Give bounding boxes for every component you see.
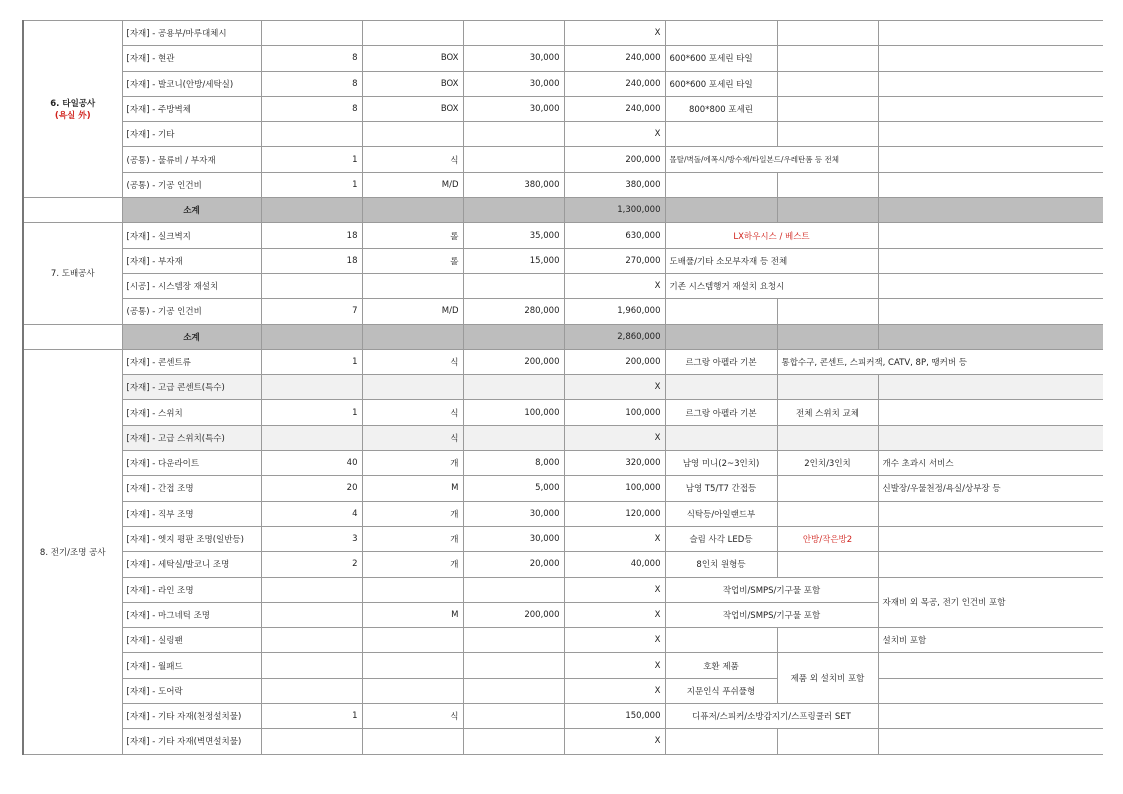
qty-cell: [261, 425, 362, 450]
note-cell: [777, 299, 878, 324]
unit-cell: M: [362, 602, 463, 627]
category-cell: [23, 349, 122, 754]
item-cell: [자재] - 고급 콘센트(특수): [122, 375, 261, 400]
qty-cell: 7: [261, 299, 362, 324]
total-cell: 100,000: [564, 400, 665, 425]
price-cell: [463, 577, 564, 602]
note-cell: [777, 375, 878, 400]
subtotal-value: 1,300,000: [564, 198, 665, 223]
subtotal-value: 2,860,000: [564, 324, 665, 349]
item-cell: [자재] - 실링팬: [122, 628, 261, 653]
item-cell: [자재] - 주방벽체: [122, 96, 261, 121]
note-cell: 남영 T5/T7 간접등: [665, 476, 777, 501]
note-cell: 르그랑 아펠라 기본: [665, 400, 777, 425]
price-cell: 30,000: [463, 526, 564, 551]
note-cell: [878, 425, 1103, 450]
unit-cell: M/D: [362, 299, 463, 324]
note-cell: 8인치 원형등: [665, 552, 777, 577]
unit-cell: 개: [362, 451, 463, 476]
price-cell: [463, 375, 564, 400]
note-cell: 600*600 포세린 타일: [665, 46, 777, 71]
qty-cell: 18: [261, 223, 362, 248]
price-cell: [463, 729, 564, 754]
unit-cell: 개: [362, 501, 463, 526]
table-row: [23, 552, 1103, 577]
item-cell: [자재] - 실크벽지: [122, 223, 261, 248]
table-row: [23, 628, 1103, 653]
table-row: [23, 71, 1103, 96]
qty-cell: 8: [261, 71, 362, 96]
price-cell: [463, 273, 564, 298]
note-cell: [878, 96, 1103, 121]
note-cell: [878, 299, 1103, 324]
total-cell: X: [564, 628, 665, 653]
qty-cell: [261, 375, 362, 400]
note-cell: 800*800 포세린: [665, 96, 777, 121]
note-cell: [878, 552, 1103, 577]
qty-cell: 8: [261, 96, 362, 121]
qty-cell: [261, 122, 362, 147]
item-cell: [자재] - 기타 자재(벽면설치물): [122, 729, 261, 754]
unit-cell: 개: [362, 526, 463, 551]
total-cell: 240,000: [564, 71, 665, 96]
note-cell: 르그랑 아펠라 기본: [665, 349, 777, 374]
total-cell: X: [564, 526, 665, 551]
note-cell: [665, 375, 777, 400]
total-cell: 150,000: [564, 704, 665, 729]
note-cell: [878, 223, 1103, 248]
item-cell: [자재] - 세탁실/발코니 조명: [122, 552, 261, 577]
table-row: [23, 704, 1103, 729]
price-cell: [463, 704, 564, 729]
item-cell: [자재] - 엣지 평판 조명(일반등): [122, 526, 261, 551]
note-cell: [777, 71, 878, 96]
unit-cell: M/D: [362, 172, 463, 197]
total-cell: X: [564, 375, 665, 400]
note-cell: 전체 스위치 교체: [777, 400, 878, 425]
item-cell: [자재] - 도어락: [122, 678, 261, 703]
item-cell: [자재] - 스위치: [122, 400, 261, 425]
note-cell: [665, 172, 777, 197]
total-cell: 200,000: [564, 349, 665, 374]
note-cell: [777, 46, 878, 71]
note-cell: 안방/작은방2: [777, 526, 878, 551]
note-cell: [777, 425, 878, 450]
empty-cell: [878, 198, 1103, 223]
item-cell: (공통) - 기공 인건비: [122, 172, 261, 197]
item-cell: [자재] - 기타 자재(천정설치물): [122, 704, 261, 729]
category-cell: [23, 223, 122, 324]
qty-cell: [261, 21, 362, 46]
subtotal-row: [23, 324, 1103, 349]
total-cell: 270,000: [564, 248, 665, 273]
note-cell: [665, 299, 777, 324]
qty-cell: 1: [261, 349, 362, 374]
qty-cell: 1: [261, 147, 362, 172]
empty-cell: [665, 324, 777, 349]
note-cell: 슬림 사각 LED등: [665, 526, 777, 551]
note-cell: 제품 외 설치비 포함: [777, 653, 878, 704]
estimate-sheet: [22, 20, 1103, 794]
table-row: [23, 729, 1103, 754]
unit-cell: [362, 628, 463, 653]
total-cell: 200,000: [564, 147, 665, 172]
table-row: [23, 476, 1103, 501]
note-cell: [777, 501, 878, 526]
table-row: [23, 147, 1103, 172]
qty-cell: 8: [261, 46, 362, 71]
table-row: [23, 223, 1103, 248]
price-cell: [463, 653, 564, 678]
qty-cell: 2: [261, 552, 362, 577]
item-cell: [자재] - 다운라이트: [122, 451, 261, 476]
note-cell: 작업비/SMPS/기구물 포함: [665, 602, 878, 627]
price-cell: 15,000: [463, 248, 564, 273]
price-cell: 200,000: [463, 602, 564, 627]
unit-cell: BOX: [362, 46, 463, 71]
price-cell: 100,000: [463, 400, 564, 425]
price-cell: [463, 628, 564, 653]
item-cell: [자재] - 간접 조명: [122, 476, 261, 501]
empty-cell: [777, 324, 878, 349]
qty-cell: [261, 628, 362, 653]
estimate-table: [22, 20, 1103, 755]
qty-cell: 3: [261, 526, 362, 551]
total-cell: 120,000: [564, 501, 665, 526]
total-cell: 630,000: [564, 223, 665, 248]
note-cell: [665, 729, 777, 754]
note-cell: 600*600 포세린 타일: [665, 71, 777, 96]
empty-cell: [665, 198, 777, 223]
price-cell: [463, 21, 564, 46]
unit-cell: 식: [362, 425, 463, 450]
note-cell: [665, 21, 777, 46]
unit-cell: [362, 653, 463, 678]
note-cell: 기존 시스템행거 재설치 요청시: [665, 273, 878, 298]
price-cell: 280,000: [463, 299, 564, 324]
category-cell: [23, 324, 122, 349]
item-cell: [자재] - 마그네틱 조명: [122, 602, 261, 627]
unit-cell: [362, 122, 463, 147]
unit-cell: [362, 21, 463, 46]
unit-cell: 식: [362, 400, 463, 425]
item-cell: [자재] - 부자재: [122, 248, 261, 273]
note-cell: [878, 46, 1103, 71]
total-cell: X: [564, 678, 665, 703]
note-cell: [777, 21, 878, 46]
note-cell: [878, 122, 1103, 147]
subtotal-row: [23, 198, 1103, 223]
note-cell: [777, 476, 878, 501]
price-cell: 5,000: [463, 476, 564, 501]
item-cell: [자재] - 라인 조명: [122, 577, 261, 602]
note-cell: [878, 653, 1103, 678]
price-cell: 30,000: [463, 96, 564, 121]
total-cell: X: [564, 602, 665, 627]
unit-cell: [362, 729, 463, 754]
empty-cell: [362, 198, 463, 223]
note-cell: [878, 678, 1103, 703]
total-cell: 320,000: [564, 451, 665, 476]
price-cell: 380,000: [463, 172, 564, 197]
note-cell: [665, 628, 777, 653]
unit-cell: 식: [362, 147, 463, 172]
item-cell: [자재] - 콘센트류: [122, 349, 261, 374]
total-cell: 40,000: [564, 552, 665, 577]
qty-cell: 4: [261, 501, 362, 526]
price-cell: 20,000: [463, 552, 564, 577]
total-cell: 380,000: [564, 172, 665, 197]
unit-cell: 식: [362, 704, 463, 729]
note-cell: [878, 172, 1103, 197]
unit-cell: BOX: [362, 71, 463, 96]
empty-cell: [463, 198, 564, 223]
price-cell: 35,000: [463, 223, 564, 248]
note-cell: [777, 96, 878, 121]
item-cell: (공통) - 기공 인건비: [122, 299, 261, 324]
category-cell: [23, 198, 122, 223]
note-cell: [878, 400, 1103, 425]
unit-cell: [362, 375, 463, 400]
category-label: 7. 도배공사: [50, 269, 95, 280]
total-cell: X: [564, 577, 665, 602]
note-cell: [878, 704, 1103, 729]
note-cell: 남영 미니(2~3인치): [665, 451, 777, 476]
note-cell: 작업비/SMPS/기구물 포함: [665, 577, 878, 602]
table-row: [23, 501, 1103, 526]
table-row: [23, 678, 1103, 703]
note-cell: [878, 729, 1103, 754]
empty-cell: [878, 324, 1103, 349]
table-row: [23, 96, 1103, 121]
price-cell: 30,000: [463, 71, 564, 96]
subtotal-label: 소계: [122, 198, 261, 223]
note-cell: 도배풀/기타 소모부자재 등 전체: [665, 248, 878, 273]
qty-cell: [261, 653, 362, 678]
qty-cell: 1: [261, 704, 362, 729]
total-cell: X: [564, 653, 665, 678]
item-cell: [자재] - 고급 스위치(특수): [122, 425, 261, 450]
category-label: 6. 타일공사: [50, 99, 96, 110]
unit-cell: BOX: [362, 96, 463, 121]
qty-cell: 40: [261, 451, 362, 476]
price-cell: [463, 147, 564, 172]
item-cell: [자재] - 발코니(안방/세탁실): [122, 71, 261, 96]
note-cell: [777, 552, 878, 577]
category-note: (욕실 外): [54, 111, 91, 122]
total-cell: 240,000: [564, 46, 665, 71]
subtotal-label: 소계: [122, 324, 261, 349]
unit-cell: 롤: [362, 248, 463, 273]
category-label: 8. 전기/조명 공사: [39, 547, 106, 558]
note-cell: [777, 729, 878, 754]
qty-cell: 18: [261, 248, 362, 273]
item-cell: [시공] - 시스템장 재설치: [122, 273, 261, 298]
price-cell: 30,000: [463, 501, 564, 526]
qty-cell: 1: [261, 400, 362, 425]
unit-cell: [362, 273, 463, 298]
note-cell: [878, 71, 1103, 96]
price-cell: 8,000: [463, 451, 564, 476]
total-cell: 100,000: [564, 476, 665, 501]
note-cell: 지문인식 푸쉬풀형: [665, 678, 777, 703]
table-row: [23, 653, 1103, 678]
note-cell: 2인치/3인치: [777, 451, 878, 476]
note-cell: [878, 147, 1103, 172]
note-cell: 식탁등/아일랜드부: [665, 501, 777, 526]
note-cell: LX하우시스 / 베스트: [665, 223, 878, 248]
empty-cell: [463, 324, 564, 349]
item-cell: (공통) - 물류비 / 부자재: [122, 147, 261, 172]
note-cell: [777, 122, 878, 147]
note-cell: 설치비 포함: [878, 628, 1103, 653]
note-cell: 통합수구, 콘센트, 스피커잭, CATV, 8P, 땡커버 등: [777, 349, 1103, 374]
table-row: [23, 375, 1103, 400]
unit-cell: [362, 577, 463, 602]
qty-cell: [261, 602, 362, 627]
item-cell: [자재] - 공용부/마루대체시: [122, 21, 261, 46]
price-cell: 30,000: [463, 46, 564, 71]
table-row: [23, 451, 1103, 476]
empty-cell: [777, 198, 878, 223]
unit-cell: M: [362, 476, 463, 501]
qty-cell: 20: [261, 476, 362, 501]
note-cell: [878, 248, 1103, 273]
category-cell: [23, 21, 122, 198]
empty-cell: [362, 324, 463, 349]
table-row: [23, 21, 1103, 46]
qty-cell: [261, 678, 362, 703]
note-cell: [665, 122, 777, 147]
table-row: [23, 248, 1103, 273]
note-cell: 디퓨저/스피커/소방감지기/스프링쿨러 SET: [665, 704, 878, 729]
qty-cell: [261, 273, 362, 298]
table-row: [23, 349, 1103, 374]
total-cell: X: [564, 122, 665, 147]
total-cell: X: [564, 273, 665, 298]
table-row: [23, 577, 1103, 602]
note-cell: [878, 375, 1103, 400]
table-row: [23, 273, 1103, 298]
total-cell: X: [564, 425, 665, 450]
empty-cell: [261, 324, 362, 349]
total-cell: 1,960,000: [564, 299, 665, 324]
note-cell: 개수 초과시 서비스: [878, 451, 1103, 476]
note-cell: 호환 제품: [665, 653, 777, 678]
qty-cell: 1: [261, 172, 362, 197]
table-row: [23, 122, 1103, 147]
note-cell: [665, 425, 777, 450]
qty-cell: [261, 729, 362, 754]
note-cell: [777, 172, 878, 197]
note-cell: [878, 501, 1103, 526]
price-cell: 200,000: [463, 349, 564, 374]
total-cell: 240,000: [564, 96, 665, 121]
item-cell: [자재] - 직부 조명: [122, 501, 261, 526]
unit-cell: [362, 678, 463, 703]
item-cell: [자재] - 현관: [122, 46, 261, 71]
unit-cell: 식: [362, 349, 463, 374]
total-cell: X: [564, 729, 665, 754]
price-cell: [463, 678, 564, 703]
note-cell: 자재비 외 목공, 전기 인건비 포함: [878, 577, 1103, 628]
empty-cell: [261, 198, 362, 223]
note-cell: 신발장/우물천정/욕실/상부장 등: [878, 476, 1103, 501]
item-cell: [자재] - 기타: [122, 122, 261, 147]
table-row: [23, 425, 1103, 450]
price-cell: [463, 122, 564, 147]
table-row: [23, 299, 1103, 324]
table-row: [23, 526, 1103, 551]
unit-cell: 개: [362, 552, 463, 577]
unit-cell: 롤: [362, 223, 463, 248]
note-cell: [878, 273, 1103, 298]
note-cell: [878, 21, 1103, 46]
note-cell: 몰탈/벽돌/에폭시/방수재/타일본드/우레탄폼 등 전체: [665, 147, 878, 172]
note-cell: [777, 628, 878, 653]
item-cell: [자재] - 월패드: [122, 653, 261, 678]
qty-cell: [261, 577, 362, 602]
table-row: [23, 400, 1103, 425]
total-cell: X: [564, 21, 665, 46]
note-cell: [878, 526, 1103, 551]
table-row: [23, 172, 1103, 197]
table-row: [23, 46, 1103, 71]
price-cell: [463, 425, 564, 450]
